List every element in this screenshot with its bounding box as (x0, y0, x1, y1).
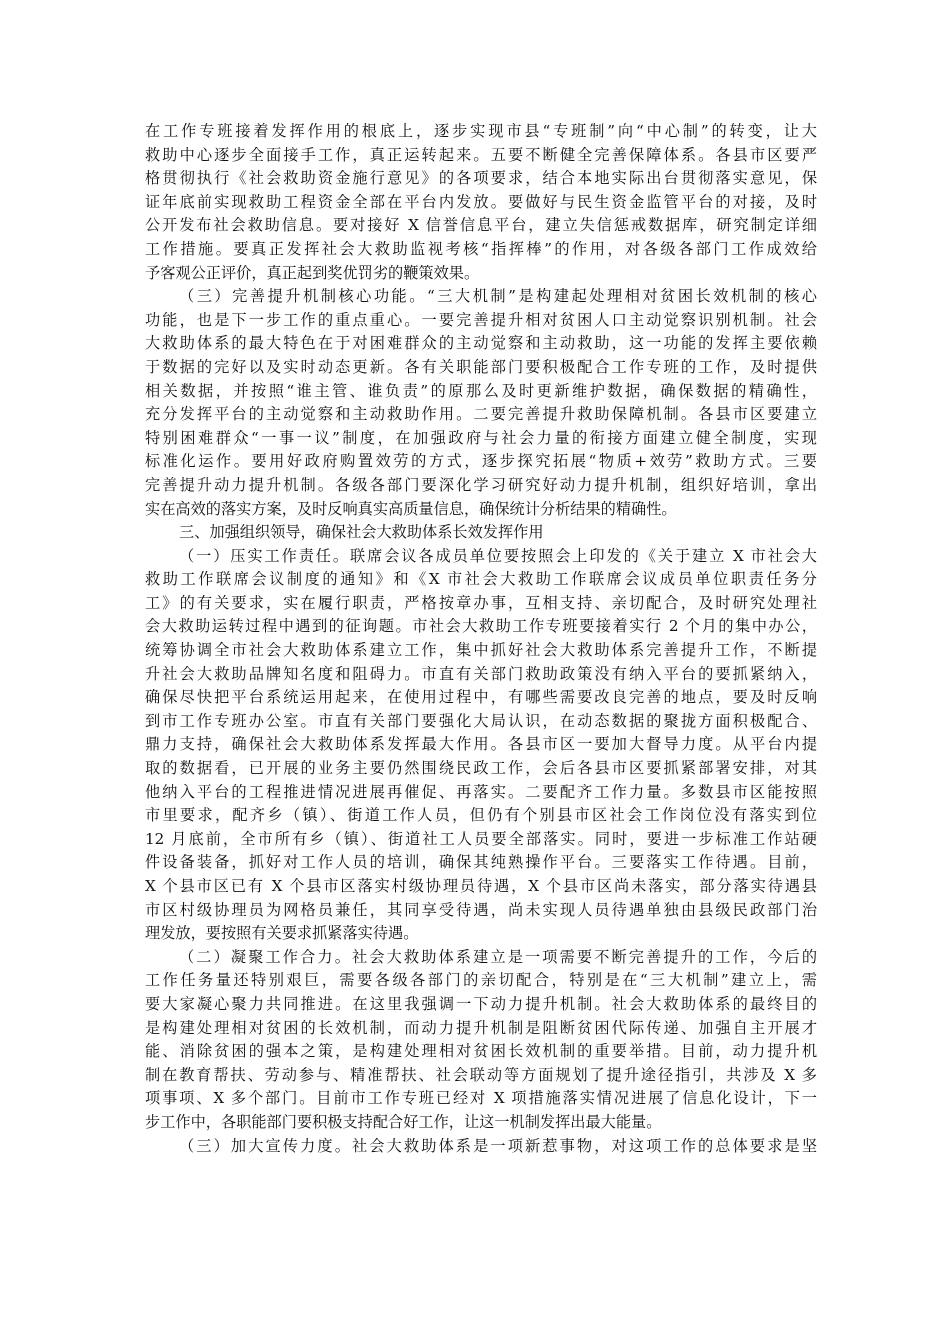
text-line: 要大家凝心聚力共同推进。在这里我强调一下动力提升机制。社会大救助体系的最终目的 (145, 994, 817, 1013)
text-line: 是构建处理相对贫困的长效机制，而动力提升机制是阻断贫困代际传递、加强自主开展才 (145, 1018, 817, 1037)
text-line: 升社会大救助品牌知名度和阻碍力。市直有关部门救助政策没有纳入平台的要抓紧纳入， (145, 664, 817, 683)
text-line: 市里要求，配齐乡（镇）、街道工作人员，但仍有个别县市区社会工作岗位没有落实到位 (145, 806, 817, 825)
text-line: 鼎力支持，确保社会大救助体系发挥最大作用。各县市区一要加大督导力度。从平台内提 (145, 735, 817, 754)
text-line: 格贯彻执行《社会救助资金施行意见》的各项要求，结合本地实际出台贯彻落实意见，保 (145, 169, 817, 188)
text-line: 三、加强组织领导，确保社会大救助体系长效发挥作用 (179, 523, 544, 542)
text-line: 于数据的完好以及实时动态更新。各有关职能部门要积极配合工作专班的工作，及时提供 (145, 357, 817, 376)
text-line: 救助工作联席会议制度的通知》和《X 市社会大救助工作联席会议成员单位职责任务分 (145, 570, 817, 589)
text-line: 特别困难群众“一事一议”制度，在加强政府与社会力量的衔接方面建立健全制度，实现 (145, 428, 817, 447)
text-line: 大救助体系的最大特色在于对困难群众的主动觉察和主动救助，这一功能的发挥主要依赖 (145, 334, 817, 353)
text-line: 功能，也是下一步工作的重点重心。一要完善提升相对贫困人口主动觉察识别机制。社会 (145, 310, 817, 329)
text-line: 完善提升动力提升机制。各级各部门要深化学习研究好动力提升机制，组织好培训，拿出 (145, 475, 817, 494)
text-line: 予客观公正评价，真正起到奖优罚劣的鞭策效果。 (145, 263, 480, 282)
text-line: 他纳入平台的工程推进情况进展再催促、再落实。二要配齐工作力量。多数县市区能按照 (145, 782, 817, 801)
text-line: 理发放，要按照有关要求抓紧落实待遇。 (145, 924, 419, 943)
text-line: 充分发挥平台的主动觉察和主动救助作用。二要完善提升救助保障机制。各县市区要建立 (145, 405, 817, 424)
text-line: 步工作中，各职能部门要积极支持配合好工作，让这一机制发挥出最大能量。 (145, 1112, 662, 1131)
text-line: 12 月底前，全市所有乡（镇）、街道社工人员要全部落实。同时，要进一步标准工作站硬 (145, 829, 817, 848)
text-line: 取的数据看，已开展的业务主要仍然围绕民政工作，会后各县市区要抓紧部署安排，对其 (145, 759, 817, 778)
text-line: （二）凝聚工作合力。社会大救助体系建立是一项需要不断完善提升的工作，今后的 (179, 947, 817, 966)
text-line: X 个县市区已有 X 个县市区落实村级协理员待遇，X 个县市区尚未落实，部分落实待遇县 (145, 877, 817, 895)
text-line: 工作措施。要真正发挥社会大救助监视考核“指挥棒”的作用，对各级各部门工作成效给 (145, 239, 817, 258)
text-line: 标准化运作。要用好政府购置效劳的方式，逐步探究拓展“物质+效劳”救助方式。三要 (145, 452, 817, 471)
text-line: 会大救助运转过程中遇到的征询题。市社会大救助工作专班要接着实行 2 个月的集中办公， (145, 617, 817, 636)
text-line: 市区村级协理员为网格员兼任，其同享受待遇，尚未实现人员待遇单独由县级民政部门治 (145, 900, 817, 919)
text-line: 相关数据，并按照“谁主管、谁负责”的原那么及时更新维护数据，确保数据的精确性， (145, 381, 817, 400)
document-body (145, 120, 817, 1158)
text-line: 工作任务量还特别艰巨，需要各级各部门的亲切配合，特别是在“三大机制”建立上，需 (145, 971, 817, 990)
text-line: 公开发布社会救助信息。要对接好 X 信誉信息平台，建立失信惩戒数据库，研究制定详细 (145, 216, 817, 235)
text-line: 证年底前实现救助工程资金全部在平台内发放。要做好与民生资金监管平台的对接，及时 (145, 192, 817, 211)
text-line: 统筹协调全市社会大救助体系建立工作，集中抓好社会大救助体系完善提升工作，不断提 (145, 641, 817, 660)
text-line: （三）加大宣传力度。社会大救助体系是一项新惹事物，对这项工作的总体要求是坚 (179, 1136, 817, 1155)
text-line: 项事项、X 多个部门。目前市工作专班已经对 X 项措施落实情况进展了信息化设计，下一 (145, 1089, 817, 1108)
text-line: 件设备装备，抓好对工作人员的培训，确保其纯熟操作平台。三要落实工作待遇。目前， (145, 853, 817, 872)
text-line: 在工作专班接着发挥作用的根底上，逐步实现市县“专班制”向“中心制”的转变，让大 (145, 122, 817, 140)
text-line: （三）完善提升机制核心功能。“三大机制”是构建起处理相对贫困长效机制的核心 (179, 287, 817, 306)
text-line: 能、消除贫困的强本之策，是构建处理相对贫困长效机制的重要举措。目前，动力提升机 (145, 1042, 817, 1061)
text-line: 到市工作专班办公室。市直有关部门要强化大局认识，在动态数据的聚拢方面积极配合、 (145, 711, 817, 730)
text-line: 实在高效的落实方案，及时反响真实高质量信息，确保统计分析结果的精确性。 (145, 499, 677, 518)
text-line: 确保尽快把平台系统运用起来，在使用过程中，有哪些需要改良完善的地点，要及时反响 (145, 688, 817, 707)
text-line: 救助中心逐步全面接手工作，真正运转起来。五要不断健全完善保障体系。各县市区要严 (145, 145, 817, 164)
text-line: 工》的有关要求，实在履行职责，严格按章办事，互相支持、亲切配合，及时研究处理社 (145, 593, 817, 612)
text-line: 制在教育帮扶、劳动参与、精准帮扶、社会联动等方面规划了提升途径指引，共涉及 X 多 (145, 1065, 817, 1084)
text-line: （一）压实工作责任。联席会议各成员单位要按照会上印发的《关于建立 X 市社会大 (179, 546, 817, 565)
